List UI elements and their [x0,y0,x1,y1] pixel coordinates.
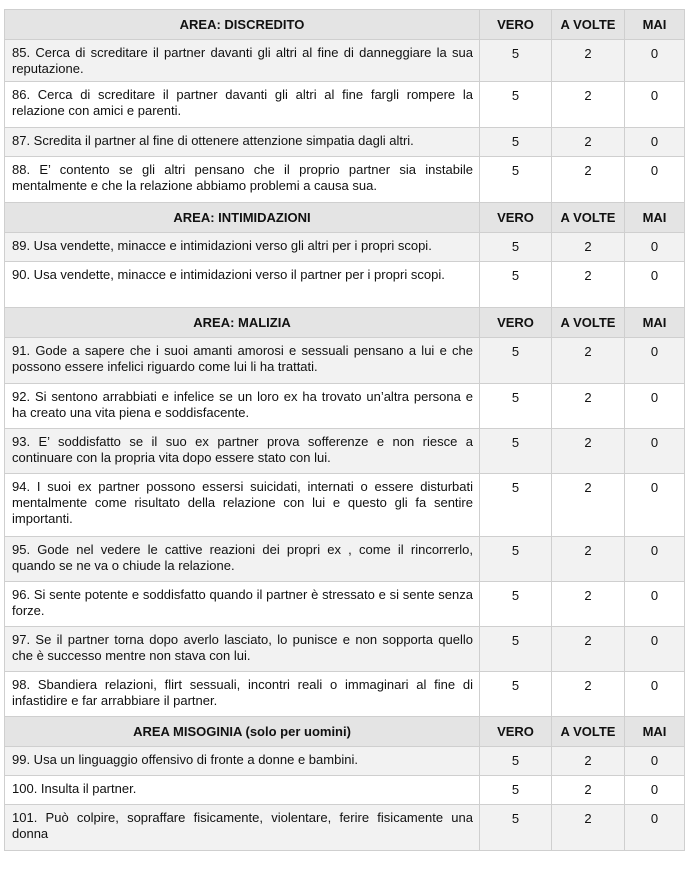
score-vero: 5 [480,157,552,203]
score-mai: 0 [625,672,685,717]
column-header-a-volte: A VOLTE [552,10,625,40]
score-a-volte: 2 [552,233,625,262]
score-vero: 5 [480,384,552,429]
score-a-volte: 2 [552,776,625,805]
score-a-volte: 2 [552,627,625,672]
score-vero: 5 [480,338,552,384]
question-text: 87. Scredita il partner al fine di ottenere attenzione simpatia dagli altri. [5,128,480,157]
score-mai: 0 [625,747,685,776]
column-header-vero: VERO [480,10,552,40]
question-row [5,776,685,805]
score-mai: 0 [625,233,685,262]
score-a-volte: 2 [552,474,625,537]
score-a-volte: 2 [552,384,625,429]
score-mai: 0 [625,627,685,672]
score-vero: 5 [480,747,552,776]
question-row [5,82,685,128]
question-text: 93. E’ soddisfatto se il suo ex partner prova sofferenze e non riesce a continuare con la propria vita dopo essere stato con lui. [5,429,480,474]
section-title: AREA MISOGINIA (solo per uomini) [5,717,480,747]
score-a-volte: 2 [552,672,625,717]
score-mai: 0 [625,82,685,128]
question-row [5,627,685,672]
question-row [5,233,685,262]
column-header-mai: MAI [625,308,685,338]
score-a-volte: 2 [552,805,625,851]
question-row [5,582,685,627]
question-text: 99. Usa un linguaggio offensivo di fronte a donne e bambini. [5,747,480,776]
score-vero: 5 [480,582,552,627]
question-text: 100. Insulta il partner. [5,776,480,805]
score-a-volte: 2 [552,157,625,203]
score-mai: 0 [625,384,685,429]
question-row [5,474,685,537]
score-mai: 0 [625,262,685,308]
score-vero: 5 [480,672,552,717]
column-header-mai: MAI [625,717,685,747]
question-text: 86. Cerca di screditare il partner davanti gli altri al fine fargli rompere la relazione con amici e parenti. [5,82,480,128]
score-vero: 5 [480,262,552,308]
score-mai: 0 [625,157,685,203]
column-header-mai: MAI [625,203,685,233]
score-mai: 0 [625,474,685,537]
question-text: 95. Gode nel vedere le cattive reazioni dei propri ex , come il rincorrerlo, quando se ne va o chiude la relazione. [5,537,480,582]
score-mai: 0 [625,40,685,82]
question-text: 89. Usa vendette, minacce e intimidazioni verso gli altri per i propri scopi. [5,233,480,262]
score-a-volte: 2 [552,338,625,384]
column-header-a-volte: A VOLTE [552,717,625,747]
score-mai: 0 [625,537,685,582]
question-row [5,338,685,384]
section-header-row [5,717,685,747]
score-vero: 5 [480,128,552,157]
question-row [5,805,685,851]
section-header-row [5,10,685,40]
questionnaire-table [4,9,685,851]
section-title: AREA: MALIZIA [5,308,480,338]
score-a-volte: 2 [552,747,625,776]
score-mai: 0 [625,805,685,851]
score-a-volte: 2 [552,128,625,157]
section-title: AREA: INTIMIDAZIONI [5,203,480,233]
column-header-a-volte: A VOLTE [552,308,625,338]
score-vero: 5 [480,805,552,851]
question-text: 96. Si sente potente e soddisfatto quando il partner è stressato e si sente senza forze. [5,582,480,627]
column-header-a-volte: A VOLTE [552,203,625,233]
score-vero: 5 [480,776,552,805]
question-text: 85. Cerca di screditare il partner davanti gli altri al fine di danneggiare la sua reputazione. [5,40,480,82]
score-vero: 5 [480,627,552,672]
question-text: 92. Si sentono arrabbiati e infelice se un loro ex ha trovato un’altra persona e ha creato una vita piena e soddisfacente. [5,384,480,429]
question-row [5,384,685,429]
column-header-mai: MAI [625,10,685,40]
column-header-vero: VERO [480,203,552,233]
question-text: 91. Gode a sapere che i suoi amanti amorosi e sessuali pensano a lui e che possono essere infelici riguardo come lui li ha trattati. [5,338,480,384]
question-row [5,429,685,474]
score-vero: 5 [480,429,552,474]
question-text: 101. Può colpire, sopraffare fisicamente, violentare, ferire fisicamente una donna [5,805,480,851]
score-mai: 0 [625,128,685,157]
score-a-volte: 2 [552,537,625,582]
column-header-vero: VERO [480,717,552,747]
question-row [5,128,685,157]
score-a-volte: 2 [552,82,625,128]
score-a-volte: 2 [552,582,625,627]
score-vero: 5 [480,537,552,582]
score-vero: 5 [480,82,552,128]
score-a-volte: 2 [552,262,625,308]
score-mai: 0 [625,582,685,627]
score-vero: 5 [480,40,552,82]
score-mai: 0 [625,776,685,805]
question-text: 97. Se il partner torna dopo averlo lasciato, lo punisce e non sopporta quello che è successo mentre non stava con lui. [5,627,480,672]
questionnaire-body [5,10,685,851]
question-row [5,672,685,717]
section-title: AREA: DISCREDITO [5,10,480,40]
question-row [5,537,685,582]
score-mai: 0 [625,429,685,474]
score-vero: 5 [480,474,552,537]
question-row [5,262,685,308]
score-a-volte: 2 [552,429,625,474]
column-header-vero: VERO [480,308,552,338]
score-mai: 0 [625,338,685,384]
question-row [5,157,685,203]
question-row [5,747,685,776]
score-a-volte: 2 [552,40,625,82]
question-row [5,40,685,82]
question-text: 88. E’ contento se gli altri pensano che il proprio partner sia instabile mentalmente e che la relazione abbiamo problemi a causa sua. [5,157,480,203]
question-text: 98. Sbandiera relazioni, flirt sessuali, incontri reali o immaginari al fine di infastidire e far arrabbiare il partner. [5,672,480,717]
section-header-row [5,203,685,233]
question-text: 94. I suoi ex partner possono essersi suicidati, internati o essere disturbati mentalmente come risultato della relazione con lui e questo gli fa sentire importanti. [5,474,480,537]
question-text: 90. Usa vendette, minacce e intimidazioni verso il partner per i propri scopi. [5,262,480,308]
score-vero: 5 [480,233,552,262]
section-header-row [5,308,685,338]
